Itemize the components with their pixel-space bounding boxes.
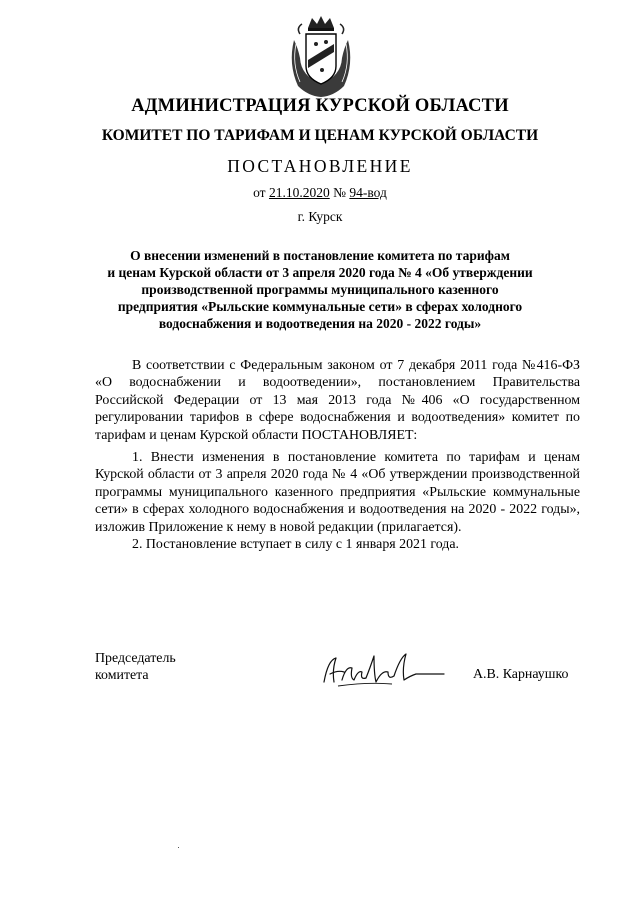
city: г. Курск bbox=[297, 209, 343, 224]
subject-line: производственной программы муниципального казенного bbox=[141, 282, 499, 297]
document-subject bbox=[90, 247, 550, 332]
signatory-title bbox=[95, 650, 176, 684]
date-number-line bbox=[0, 185, 640, 201]
document-body bbox=[95, 357, 580, 553]
handwritten-signature-icon bbox=[318, 648, 448, 694]
subject-line: О внесении изменений в постановление комитета по тарифам bbox=[130, 248, 510, 263]
number-sign: № bbox=[329, 185, 350, 200]
signatory-title-line: Председатель bbox=[95, 651, 176, 666]
item-1-paragraph: 1. Внести изменения в постановление комитета по тарифам и ценам Курской области от 3 апреля 2020 года № 4 «Об утверждении производственной программы муниципального казенного предприятия «Рыльские коммунальные сети» в сферах холодного водоснабжения и водоотведения на 2020 - 2022 годы», изложив Приложение к нему в новой редакции (прилагается). bbox=[95, 450, 580, 535]
subject-line: предприятия «Рыльские коммунальные сети» в сферах холодного bbox=[117, 299, 523, 314]
signatory-title-line: комитета bbox=[95, 668, 149, 683]
subject-line: водоснабжения и водоотведения на 2020 - 2022 годы» bbox=[158, 316, 482, 331]
signatory-name: А.В. Карнаушко bbox=[473, 667, 569, 682]
document-number: 94-вод bbox=[349, 185, 387, 200]
item-2-paragraph: 2. Постановление вступает в силу с 1 января 2021 года. bbox=[132, 537, 459, 553]
subject-line: и ценам Курской области от 3 апреля 2020 года № 4 «Об утверждении bbox=[107, 265, 533, 280]
document-date: 21.10.2020 bbox=[268, 185, 330, 200]
document-type: ПОСТАНОВЛЕНИЕ bbox=[227, 156, 413, 176]
scan-speck bbox=[178, 847, 179, 848]
date-prefix: от bbox=[253, 185, 269, 200]
kursk-coat-of-arms-icon bbox=[286, 14, 356, 98]
committee-title: КОМИТЕТ ПО ТАРИФАМ И ЦЕНАМ КУРСКОЙ ОБЛАСТИ bbox=[101, 127, 539, 144]
organization-title: АДМИНИСТРАЦИЯ КУРСКОЙ ОБЛАСТИ bbox=[131, 96, 509, 116]
preamble-paragraph: В соответствии с Федеральным законом от 7 декабря 2011 года №416-ФЗ «О водоснабжении и водоотведении», постановлением Правительства Российской Федерации от 13 мая 2013 года №406 «О государственном регулировании тарифов в сфере водоснабжения и водоотведения» комитет по тарифам и ценам Курской области ПОСТАНОВЛЯЕТ: bbox=[95, 358, 580, 443]
